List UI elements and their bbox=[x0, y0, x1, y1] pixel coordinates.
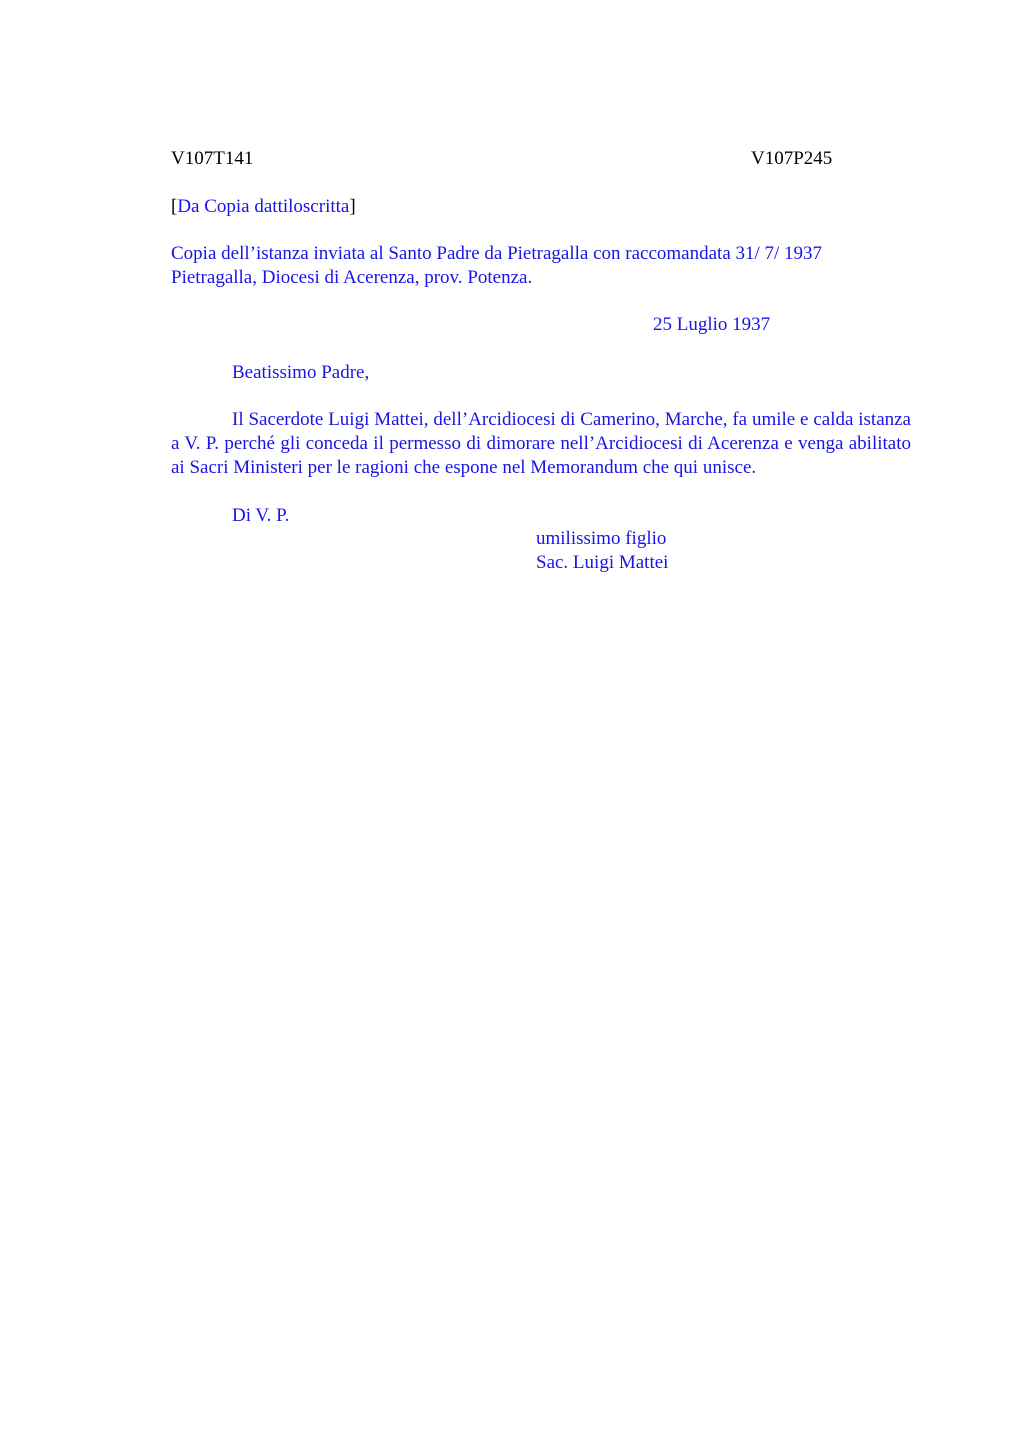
letter-date: 25 Luglio 1937 bbox=[653, 314, 771, 335]
signature-line: umilissimo figlio bbox=[536, 528, 667, 549]
source-note bbox=[171, 195, 356, 219]
source-note-open-bracket: [ bbox=[171, 196, 178, 217]
document-reference-right: V107P245 bbox=[751, 148, 833, 169]
source-note-text: Da Copia dattiloscritta bbox=[177, 196, 350, 217]
document-reference-left: V107T141 bbox=[171, 148, 254, 169]
signature-name: Sac. Luigi Mattei bbox=[536, 552, 669, 573]
intro-line: Copia dell’istanza inviata al Santo Padre da Pietragalla con raccomandata 31/ 7/ 1937 bbox=[171, 243, 823, 264]
body-paragraph: Il Sacerdote Luigi Mattei, dell’Arcidiocesi di Camerino, Marche, fa umile e calda istanza a V. P. perché gli conceda il permesso di dimorare nell’Arcidiocesi di Acerenza e venga abilitato ai Sacri Ministeri per le ragioni che espone nel Memorandum che qui unisce. bbox=[171, 409, 911, 478]
intro-line: Pietragalla, Diocesi di Acerenza, prov. Potenza. bbox=[171, 267, 533, 288]
source-note-close-bracket: ] bbox=[349, 196, 356, 217]
closing: Di V. P. bbox=[232, 505, 290, 526]
salutation: Beatissimo Padre, bbox=[232, 362, 370, 383]
